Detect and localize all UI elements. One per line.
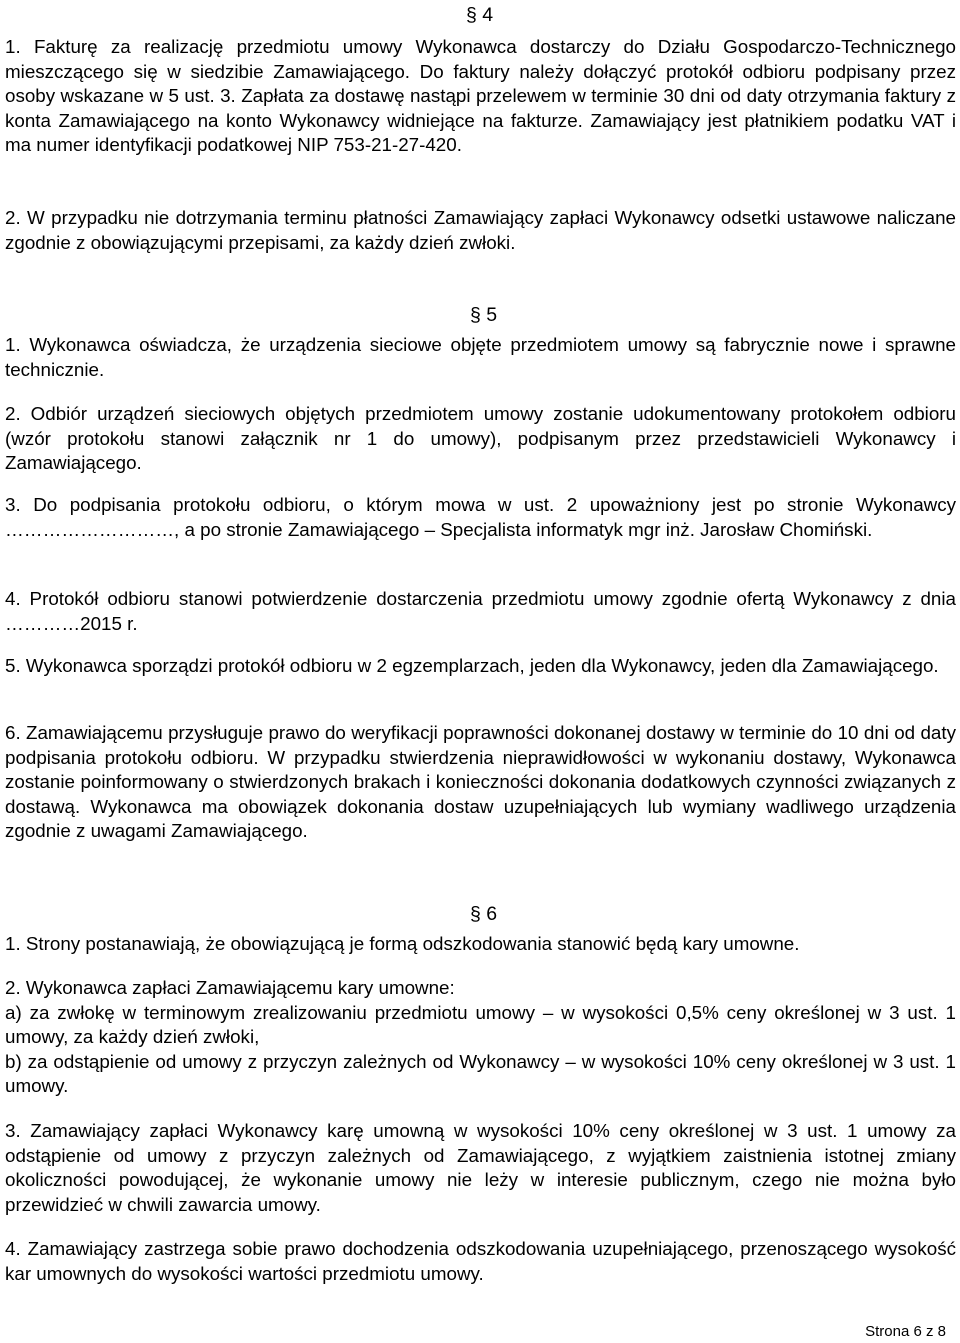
section-6-heading: § 6 xyxy=(470,903,498,925)
section-4-paragraph-2: 2. W przypadku nie dotrzymania terminu płatności Zamawiający zapłaci Wykonawcy odsetki ustawowe naliczane zgodnie z obowiązującymi przepisami, za każdy dzień zwłoki. xyxy=(5,207,956,253)
section-4-paragraph-1 xyxy=(5,35,956,158)
section-5-paragraph-5: 5. Wykonawca sporządzi protokół odbioru w 2 egzemplarzach, jeden dla Wykonawcy, jeden dla Zamawiającego. xyxy=(5,655,939,676)
section-6-item-b: b) za odstąpienie od umowy z przyczyn zależnych od Wykonawcy – w wysokości 10% ceny określonej w 3 ust. 1 umowy. xyxy=(5,1050,956,1096)
document-page xyxy=(5,0,956,1343)
section-6-paragraph-2 xyxy=(5,976,956,1099)
section-6-paragraph-3: 3. Zamawiający zapłaci Wykonawcy karę umowną w wysokości 10% ceny określonej w 3 ust. 1 umowy za odstąpienie od umowy z przyczyn zależnych od Zamawiającego, z wyjątkiem zaistnienia istotnej zmiany okoliczności powodującej, że wykonanie umowy nie leży w interesie publicznym, czego nie można było przewidzieć w chwili zawarcia umowy. xyxy=(5,1120,956,1215)
section-4-paragraph-1-part-a: 1. Fakturę za realizację przedmiotu umowy Wykonawca dostarczy do Działu Gospodarczo-Technicznego mieszczącego się w siedzibie Zamawiającego. Do faktury należy dołączyć protokół odbioru podpisany przez osoby wskazane w 5 ust. 3. xyxy=(5,36,956,106)
page-number-footer: Strona 6 z 8 xyxy=(865,1323,946,1340)
section-4-heading: § 4 xyxy=(466,4,494,26)
section-6-paragraph-4: 4. Zamawiający zastrzega sobie prawo dochodzenia odszkodowania uzupełniającego, przenoszącego wysokość kar umownych do wysokości wartości przedmiotu umowy. xyxy=(5,1238,956,1284)
section-4-paragraph-1-part-b: Zapłata za dostawę nastąpi przelewem w terminie 30 dni od daty otrzymania faktury z konta Zamawiającego na konto Wykonawcy widniejące na fakturze. Zamawiający jest płatnikiem podatku VAT i ma numer identyfikacji podatkowej NIP 753-21-27-420. xyxy=(5,85,956,155)
section-5-paragraph-1: 1. Wykonawca oświadcza, że urządzenia sieciowe objęte przedmiotem umowy są fabrycznie nowe i sprawne technicznie. xyxy=(5,334,956,380)
section-5-heading: § 5 xyxy=(470,304,498,326)
section-5-paragraph-3: 3. Do podpisania protokołu odbioru, o którym mowa w ust. 2 upoważniony jest po stronie Wykonawcy ………………………, a po stronie Zamawiającego – Specjalista informatyk mgr inż. Jarosław Chomiński. xyxy=(5,494,956,540)
section-6-paragraph-2-intro: 2. Wykonawca zapłaci Zamawiającemu kary umowne: xyxy=(5,977,455,998)
section-5-paragraph-2: 2. Odbiór urządzeń sieciowych objętych przedmiotem umowy zostanie udokumentowany protokołem odbioru (wzór protokołu stanowi załącznik nr 1 do umowy), podpisanym przez przedstawicieli Wykonawcy i Zamawiającego. xyxy=(5,403,956,473)
section-6-item-a: a) za zwłokę w terminowym zrealizowaniu przedmiotu umowy – w wysokości 0,5% ceny określonej w 3 ust. 1 umowy, za każdy dzień zwłoki, xyxy=(5,1001,956,1047)
section-5-paragraph-4: 4. Protokół odbioru stanowi potwierdzenie dostarczenia przedmiotu umowy zgodnie ofertą Wykonawcy z dnia …………2015 r. xyxy=(5,588,956,634)
section-5-paragraph-6: 6. Zamawiającemu przysługuje prawo do weryfikacji poprawności dokonanej dostawy w terminie do 10 dni od daty podpisania protokołu odbioru. W przypadku stwierdzenia nieprawidłowości w wykonaniu dostawy, Wykonawca zostanie poinformowany o stwierdzonych brakach i konieczności dokonania dodatkowych czynności związanych z dostawą. Wykonawca ma obowiązek dokonania dostaw uzupełniających lub wymiany wadliwego urządzenia zgodnie z uwagami Zamawiającego. xyxy=(5,722,956,841)
section-6-paragraph-1: 1. Strony postanawiają, że obowiązującą je formą odszkodowania stanowić będą kary umowne. xyxy=(5,933,800,954)
